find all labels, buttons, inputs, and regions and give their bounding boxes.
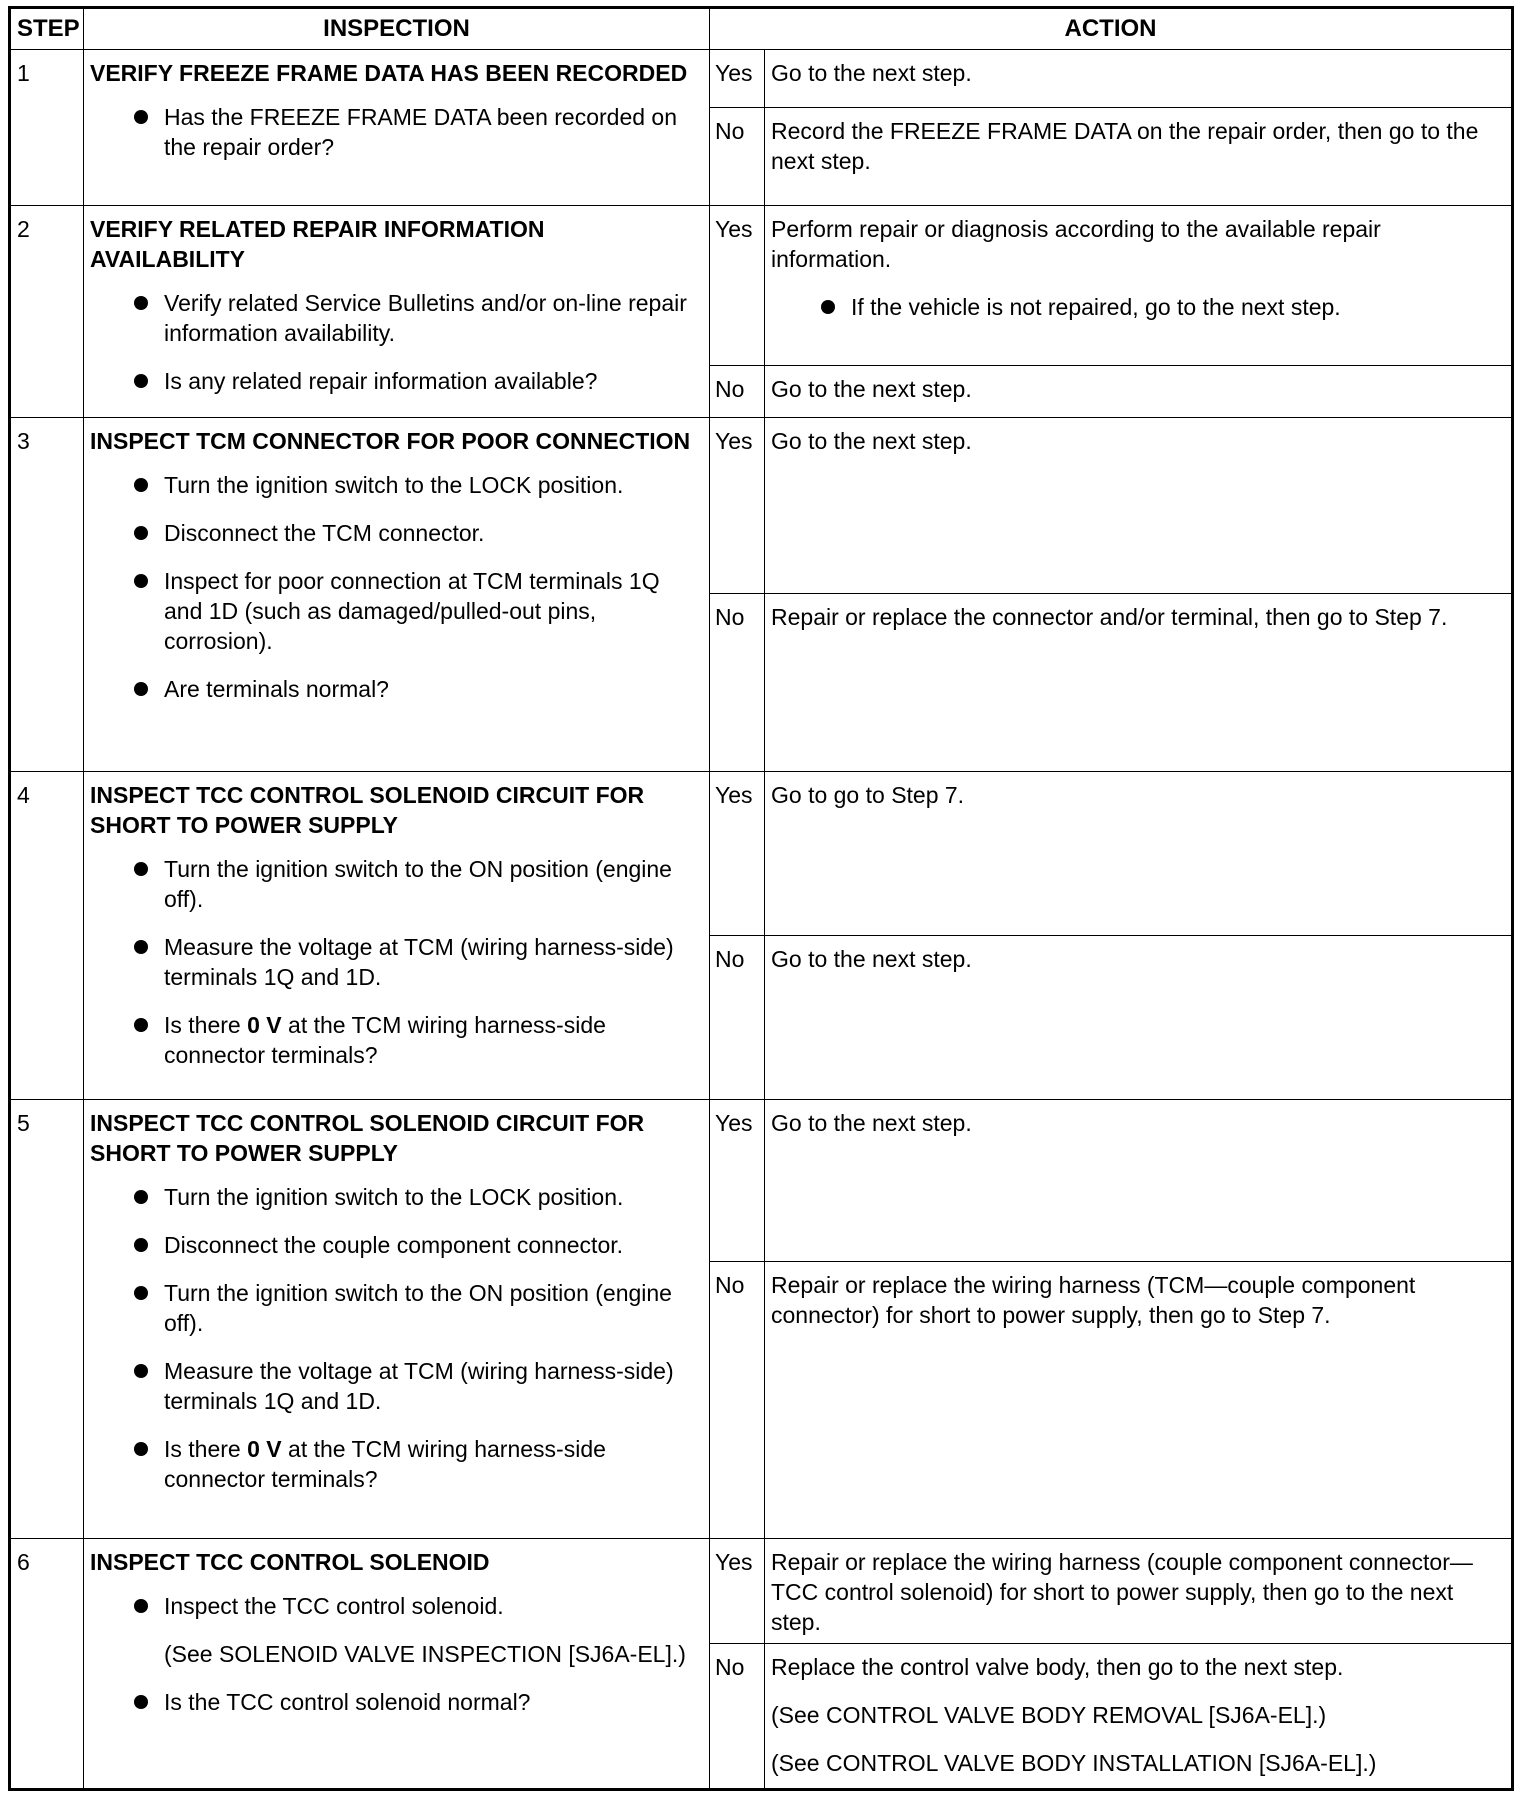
step-6-yes-row <box>10 1539 1513 1644</box>
step-4-yes-row <box>10 772 1513 936</box>
inspection-title: INSPECT TCM CONNECTOR FOR POOR CONNECTION <box>90 428 691 454</box>
inspection-cell <box>84 50 710 206</box>
inspection-cell <box>84 1100 710 1539</box>
no-label: No <box>710 594 765 772</box>
step-number: 5 <box>10 1100 84 1539</box>
inspection-bullet: Measure the voltage at TCM (wiring harness-side) terminals 1Q and 1D. <box>164 932 703 992</box>
inspection-title: INSPECT TCC CONTROL SOLENOID CIRCUIT FOR SHORT TO POWER SUPPLY <box>90 782 645 838</box>
question-post: at the TCM wiring harness-side connector terminals? <box>164 1012 606 1068</box>
header-inspection: INSPECTION <box>84 8 710 50</box>
step-number: 1 <box>10 50 84 206</box>
inspection-bullet: Turn the ignition switch to the LOCK position. <box>164 1182 703 1212</box>
no-label: No <box>710 936 765 1100</box>
yes-action-cell <box>765 206 1513 366</box>
no-action-cell <box>765 1644 1513 1790</box>
inspection-title: INSPECT TCC CONTROL SOLENOID CIRCUIT FOR SHORT TO POWER SUPPLY <box>90 1110 645 1166</box>
inspection-bullet: Turn the ignition switch to the ON position (engine off). <box>164 1278 703 1338</box>
no-label: No <box>710 1262 765 1539</box>
inspection-bullet: Measure the voltage at TCM (wiring harness-side) terminals 1Q and 1D. <box>164 1356 703 1416</box>
no-action: Go to the next step. <box>765 936 1513 1100</box>
inspection-bullets <box>90 288 703 396</box>
yes-label: Yes <box>710 50 765 108</box>
no-action-reference: (See CONTROL VALVE BODY REMOVAL [SJ6A-EL].) <box>771 1702 1327 1728</box>
diagnostic-table <box>8 6 1514 1791</box>
header-row <box>10 8 1513 50</box>
step-5-yes-row <box>10 1100 1513 1262</box>
yes-label: Yes <box>710 1100 765 1262</box>
question-post: at the TCM wiring harness-side connector terminals? <box>164 1436 606 1492</box>
inspection-bullet: Inspect for poor connection at TCM terminals 1Q and 1D (such as damaged/pulled-out pins, corrosion). <box>164 566 703 656</box>
inspection-bullet: Has the FREEZE FRAME DATA been recorded on the repair order? <box>164 102 703 162</box>
no-action-reference: (See CONTROL VALVE BODY INSTALLATION [SJ6A-EL].) <box>771 1750 1377 1776</box>
step-3-yes-row <box>10 418 1513 594</box>
inspection-bullets <box>90 854 703 1070</box>
inspection-bullet: Disconnect the couple component connector. <box>164 1230 703 1260</box>
question-value: 0 V <box>247 1012 282 1038</box>
inspection-bullet: Disconnect the TCM connector. <box>164 518 703 548</box>
yes-action: Perform repair or diagnosis according to the available repair information. <box>771 216 1381 272</box>
inspection-bullets <box>90 1591 703 1621</box>
inspection-bullet: Turn the ignition switch to the LOCK position. <box>164 470 703 500</box>
inspection-cell <box>84 772 710 1100</box>
inspection-bullet: Turn the ignition switch to the ON position (engine off). <box>164 854 703 914</box>
yes-label: Yes <box>710 206 765 366</box>
step-number: 3 <box>10 418 84 772</box>
inspection-question: Is the TCC control solenoid normal? <box>164 1687 703 1717</box>
step-number: 4 <box>10 772 84 1100</box>
inspection-bullet: Inspect the TCC control solenoid. <box>164 1591 703 1621</box>
inspection-bullet: Verify related Service Bulletins and/or on-line repair information availability. <box>164 288 703 348</box>
inspection-bullets <box>90 470 703 704</box>
yes-label: Yes <box>710 1539 765 1644</box>
question-pre: Is there <box>164 1012 248 1038</box>
no-action: Repair or replace the wiring harness (TCM—couple component connector) for short to power supply, then go to Step 7. <box>765 1262 1513 1539</box>
no-action: Record the FREEZE FRAME DATA on the repair order, then go to the next step. <box>765 108 1513 206</box>
inspection-title: VERIFY FREEZE FRAME DATA HAS BEEN RECORDED <box>90 60 688 86</box>
no-action: Replace the control valve body, then go to the next step. <box>771 1654 1344 1680</box>
step-1-yes-row <box>10 50 1513 108</box>
no-label: No <box>710 108 765 206</box>
inspection-bullet: Is any related repair information available? <box>164 366 703 396</box>
yes-action: Go to the next step. <box>765 418 1513 594</box>
inspection-cell <box>84 418 710 772</box>
header-step: STEP <box>10 8 84 50</box>
action-bullets <box>771 292 1505 322</box>
inspection-bullets <box>90 1182 703 1494</box>
step-number: 6 <box>10 1539 84 1790</box>
yes-action: Go to the next step. <box>765 50 1513 108</box>
inspection-question <box>164 1010 703 1070</box>
inspection-question <box>164 1434 703 1494</box>
question-value: 0 V <box>247 1436 282 1462</box>
step-2-yes-row <box>10 206 1513 366</box>
yes-label: Yes <box>710 772 765 936</box>
inspection-cell <box>84 1539 710 1790</box>
no-action: Repair or replace the connector and/or terminal, then go to Step 7. <box>765 594 1513 772</box>
action-bullet: If the vehicle is not repaired, go to the next step. <box>851 292 1505 322</box>
yes-action: Go to go to Step 7. <box>765 772 1513 936</box>
no-action: Go to the next step. <box>765 366 1513 418</box>
step-number: 2 <box>10 206 84 418</box>
header-action: ACTION <box>710 8 1513 50</box>
inspection-bullet: Are terminals normal? <box>164 674 703 704</box>
inspection-bullets <box>90 102 703 162</box>
no-label: No <box>710 366 765 418</box>
yes-action: Repair or replace the wiring harness (couple component connector—TCC control solenoid) for short to power supply, then go to the next step. <box>765 1539 1513 1644</box>
no-label: No <box>710 1644 765 1790</box>
yes-label: Yes <box>710 418 765 594</box>
inspection-cell <box>84 206 710 418</box>
yes-action: Go to the next step. <box>765 1100 1513 1262</box>
inspection-note: (See SOLENOID VALVE INSPECTION [SJ6A-EL].) <box>164 1641 686 1667</box>
inspection-bullets <box>90 1687 703 1717</box>
inspection-title: INSPECT TCC CONTROL SOLENOID <box>90 1549 490 1575</box>
question-pre: Is there <box>164 1436 248 1462</box>
inspection-title: VERIFY RELATED REPAIR INFORMATION AVAILABILITY <box>90 216 545 272</box>
